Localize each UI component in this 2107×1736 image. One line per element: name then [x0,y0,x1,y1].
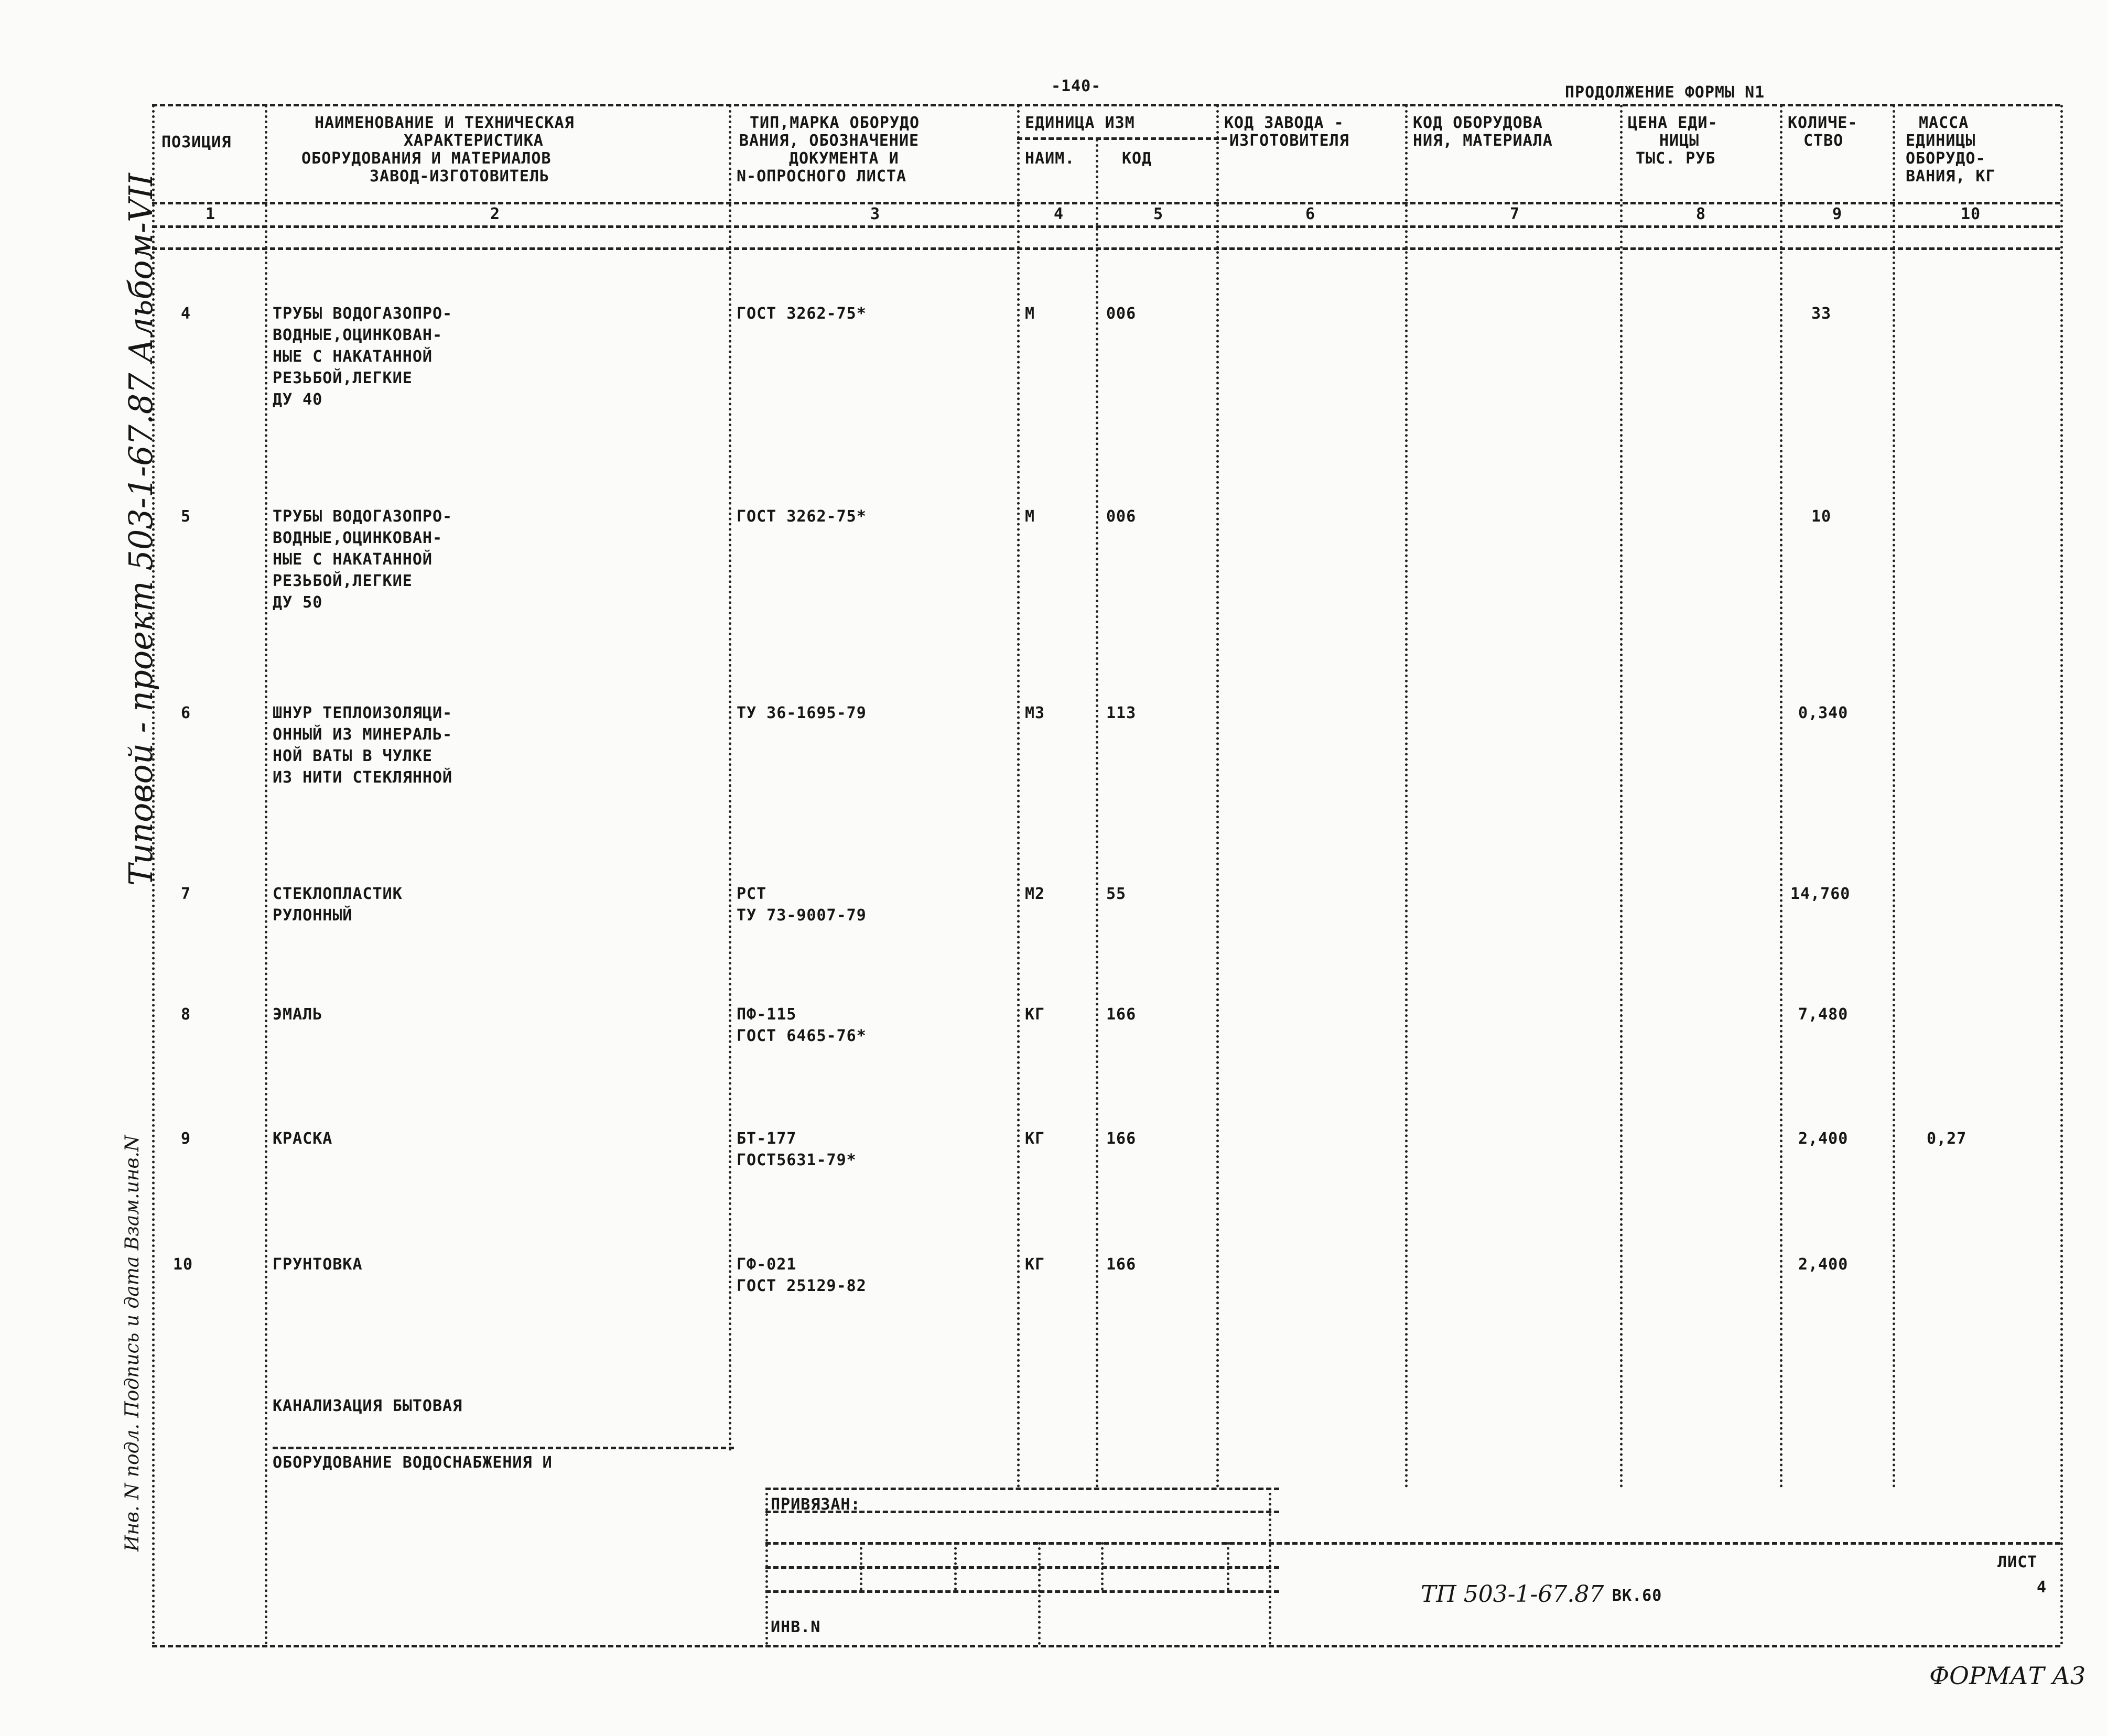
row-quantity: 10 [1811,507,1832,526]
stamp-sheet-label: ЛИСТ [1997,1553,2038,1571]
row-type-line: ГФ-021 [737,1255,797,1274]
section-footer-line: ОБОРУДОВАНИЕ ВОДОСНАБЖЕНИЯ И [273,1453,553,1472]
row-quantity: 7,480 [1798,1005,1849,1024]
column-number: 6 [1305,205,1316,223]
stamp-privyazan: ПРИВЯЗАН: [771,1495,861,1514]
row-name-line: РЕЗЬБОЙ,ЛЕГКИЕ [273,369,413,387]
side-margin-title: Типовой - проект 503-1-67.87 Альбом-VII [122,173,160,886]
column-number: 7 [1510,205,1520,223]
row-name-line: НЫЕ С НАКАТАННОЙ [273,550,433,569]
row-unit: М [1025,507,1035,526]
row-quantity: 2,400 [1798,1130,1849,1148]
format-label: ФОРМАТ А3 [1929,1662,2086,1690]
row-quantity: 14,760 [1790,885,1851,903]
row-name-line: ИЗ НИТИ СТЕКЛЯННОЙ [273,768,453,787]
header-unit: ЕДИНИЦА ИЗМ [1025,114,1135,132]
row-name-line: СТЕКЛОПЛАСТИК [273,885,403,903]
row-name-line: РУЛОННЫЙ [273,906,353,925]
column-number: 4 [1054,205,1064,223]
stamp-side-labels: Инв. N подл. Подпись и дата Взам.инв.N [122,1135,143,1551]
header-name-line: ХАРАКТЕРИСТИКА [404,132,544,150]
row-name-line: ВОДНЫЕ,ОЦИНКОВАН- [273,529,443,547]
column-number: 9 [1832,205,1843,223]
row-name-line: ДУ 40 [273,390,323,409]
header-name-line: ЗАВОД-ИЗГОТОВИТЕЛЬ [370,167,550,186]
row-name-line: НОЙ ВАТЫ В ЧУЛКЕ [273,747,433,765]
row-name-line: ЭМАЛЬ [273,1005,323,1024]
row-type-line: ПФ-115 [737,1005,797,1024]
row-unit: КГ [1025,1005,1045,1024]
column-number: 1 [206,205,216,223]
header-price: ТЫС. РУБ [1636,149,1716,168]
row-name-line: ОННЫЙ ИЗ МИНЕРАЛЬ- [273,725,453,744]
row-quantity: 33 [1811,305,1832,323]
header-material-code: КОД ОБОРУДОВА [1413,114,1543,132]
stamp-sheet-number: 4 [2037,1578,2047,1597]
header-name-line: НАИМЕНОВАНИЕ И ТЕХНИЧЕСКАЯ [315,114,575,132]
row-type: ГОСТ 3262-75* [737,507,867,526]
row-name-line: НЫЕ С НАКАТАННОЙ [273,348,433,366]
row-unit: М2 [1025,885,1045,903]
row-unit: КГ [1025,1255,1045,1274]
column-number: 2 [490,205,501,223]
row-unit: М [1025,305,1035,323]
header-price: ЦЕНА ЕДИ- [1628,114,1718,132]
header-mass: МАССА [1919,114,1969,132]
row-name-line: ТРУБЫ ВОДОГАЗОПРО- [273,507,453,526]
row-position: 10 [173,1255,193,1274]
row-name-line: ГРУНТОВКА [273,1255,363,1274]
header-factory-code: КОД ЗАВОДА - [1224,114,1344,132]
row-type: ГОСТ 3262-75* [737,305,867,323]
row-name-line: ТРУБЫ ВОДОГАЗОПРО- [273,305,453,323]
row-unit-code: 166 [1106,1255,1137,1274]
row-name-line: ДУ 50 [273,593,323,612]
row-type-line: ТУ 73-9007-79 [737,906,867,925]
page-number: -140- [1051,77,1101,95]
header-type-line: ТИП,МАРКА ОБОРУДО [750,114,920,132]
row-name-line: ШНУР ТЕПЛОИЗОЛЯЦИ- [273,704,453,722]
row-unit-code: 006 [1106,507,1137,526]
header-factory-code: ИЗГОТОВИТЕЛЯ [1229,132,1349,150]
row-mass: 0,27 [1927,1130,1967,1148]
row-name-line: РЕЗЬБОЙ,ЛЕГКИЕ [273,572,413,590]
row-position: 4 [181,305,191,323]
header-price: НИЦЫ [1659,132,1700,150]
row-unit-code: 006 [1106,305,1137,323]
row-position: 5 [181,507,191,526]
row-position: 6 [181,704,191,722]
row-name-line: ВОДНЫЕ,ОЦИНКОВАН- [273,326,443,344]
header-type-line: N-ОПРОСНОГО ЛИСТА [737,167,907,186]
row-type-line: ГОСТ5631-79* [737,1151,857,1169]
header-mass: ОБОРУДО- [1906,149,1986,168]
header-mass: ЕДИНИЦЫ [1906,132,1976,150]
row-unit-code: 166 [1106,1005,1137,1024]
header-material-code: НИЯ, МАТЕРИАЛА [1413,132,1553,150]
header-quantity: СТВО [1803,132,1844,150]
column-number: 10 [1961,205,1981,223]
header-type-line: ВАНИЯ, ОБОЗНАЧЕНИЕ [739,132,920,150]
row-position: 9 [181,1130,191,1148]
row-type-line: БТ-177 [737,1130,797,1148]
stamp-designation-code: ВК.60 [1612,1587,1662,1605]
header-unit-name: НАИМ. [1025,149,1075,168]
stamp-designation-hand: ТП 503-1-67.87 [1421,1581,1604,1608]
column-number: 3 [870,205,881,223]
column-number: 5 [1153,205,1164,223]
row-type-line: ГОСТ 6465-76* [737,1027,867,1045]
column-number: 8 [1696,205,1706,223]
row-position: 8 [181,1005,191,1024]
row-quantity: 2,400 [1798,1255,1849,1274]
header-type-line: ДОКУМЕНТА И [789,149,899,168]
header-mass: ВАНИЯ, КГ [1906,167,1996,186]
row-unit: КГ [1025,1130,1045,1148]
row-type-line: ГОСТ 25129-82 [737,1277,867,1295]
header-unit-code: КОД [1122,149,1152,168]
row-type: ТУ 36-1695-79 [737,704,867,722]
header-position: ПОЗИЦИЯ [161,133,232,151]
header-name-line: ОБОРУДОВАНИЯ И МАТЕРИАЛОВ [301,149,552,168]
continuation-title: ПРОДОЛЖЕНИЕ ФОРМЫ N1 [1565,83,1765,102]
section-footer-line: КАНАЛИЗАЦИЯ БЫТОВАЯ [273,1397,463,1415]
row-type-line: РСТ [737,885,767,903]
row-unit: М3 [1025,704,1045,722]
row-unit-code: 113 [1106,704,1137,722]
row-name-line: КРАСКА [273,1130,333,1148]
header-quantity: КОЛИЧЕ- [1788,114,1858,132]
row-position: 7 [181,885,191,903]
stamp-inv: ИНВ.N [771,1618,821,1636]
row-quantity: 0,340 [1798,704,1849,722]
row-unit-code: 166 [1106,1130,1137,1148]
row-unit-code: 55 [1106,885,1127,903]
